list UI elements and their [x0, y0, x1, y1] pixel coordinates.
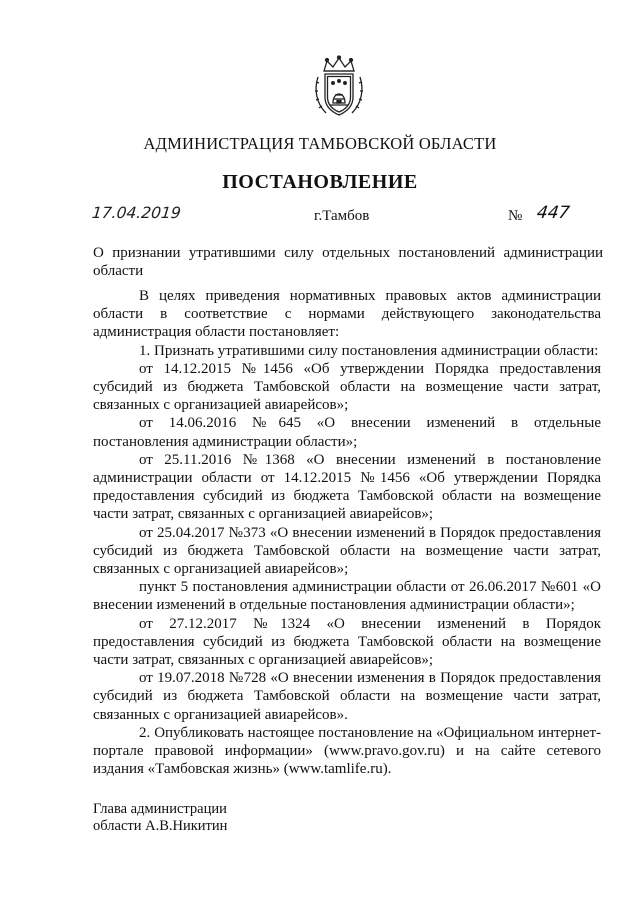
repealed-act-item: от 25.11.2016 №1368 «О внесении изменений в постановление администрации области от 14.12.2015 №1456 «Об утверждении Порядка предоставления субсидий из бюджета Тамбовской области на возмещение части затрат, связанных с организацией авиарейсов»;: [93, 451, 601, 523]
coat-of-arms-icon: [312, 55, 366, 119]
repealed-act-item: от 25.04.2017 №373 «О внесении изменений в Порядок предоставления субсидий из бюджета Тамбовской области на возмещение части затрат, связанных с организацией авиарейсов»;: [93, 524, 601, 578]
document-subject: О признании утратившими силу отдельных постановлений администрации области: [93, 245, 603, 279]
signature-position: Глава администрации: [93, 801, 227, 817]
repealed-act-item: от 14.12.2015 №1456 «Об утверждении Порядка предоставления субсидий из бюджета Тамбовской области на возмещение части затрат, связанных с организацией авиарейсов»;: [93, 360, 601, 414]
signature-block: [93, 801, 227, 835]
clause-2-paragraph: 2. Опубликовать настоящее постановление на «Официальном интернет-портале правовой информации» (www.pravo.gov.ru) и на сайте сетевого издания «Тамбовская жизнь» (www.tamlife.ru).: [93, 724, 601, 778]
document-number: 447: [535, 203, 571, 223]
repealed-act-item: пункт 5 постановления администрации области от 26.06.2017 №601 «О внесении изменений в отдельные постановления администрации области»;: [93, 579, 601, 614]
document-body: [93, 287, 601, 778]
preamble-paragraph: В целях приведения нормативных правовых актов администрации области в соответствие с нормами действующего законодательства администрация области постановляет:: [93, 288, 601, 341]
repealed-act-item: от 27.12.2017 №1324 «О внесении изменений в Порядок предоставления субсидий из бюджета Тамбовской области на возмещение части затрат, связанных с организацией авиарейсов»;: [93, 615, 601, 669]
document-type: ПОСТАНОВЛЕНИЕ: [222, 171, 418, 193]
document-number-label: №: [508, 208, 523, 224]
agency-name: АДМИНИСТРАЦИЯ ТАМБОВСКОЙ ОБЛАСТИ: [143, 134, 497, 153]
signature-name: области А.В.Никитин: [93, 818, 228, 834]
repealed-act-item: от 19.07.2018 №728 «О внесении изменения в Порядок предоставления субсидий из бюджета Тамбовской области на возмещение части затрат, связанных с организацией авиарейсов».: [93, 670, 601, 723]
document-date: 17.04.2019: [91, 204, 182, 222]
document-city: г.Тамбов: [314, 208, 370, 224]
repealed-act-item: от 14.06.2016 №645 «О внесении изменений в отдельные постановления администрации области»;: [93, 415, 601, 450]
clause-1-paragraph: 1. Признать утратившими силу постановления администрации области:: [139, 342, 599, 359]
